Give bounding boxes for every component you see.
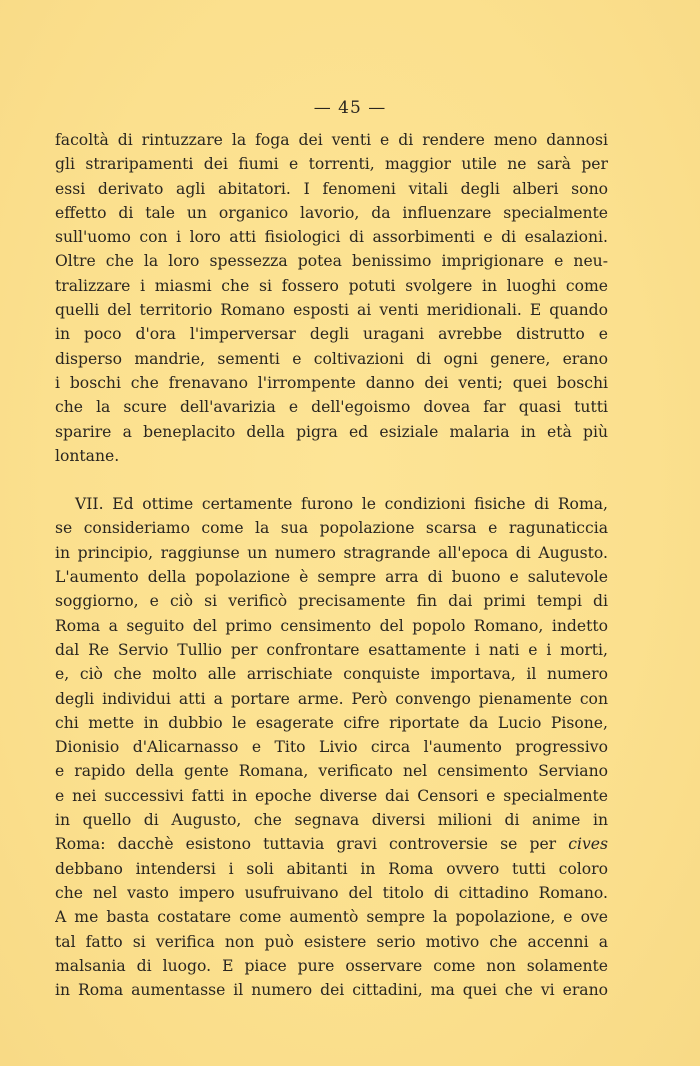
text-line-with-italic [55,832,608,856]
italic-word: cives [568,835,608,854]
text-line: L'aumento della popolazione è sempre arra di buono e salutevole [55,568,608,587]
text-line: gli straripamenti dei fiumi e torrenti, maggior utile ne sarà per [55,155,608,174]
paragraph-1 [55,128,608,468]
text-line: A me basta costatare come aumentò sempre la popolazione, e ove [55,908,608,927]
text-line: in quello di Augusto, che segnava diversi milioni di anime in [55,811,608,830]
text-line: tal fatto si verifica non può esistere serio motivo che accenni a [55,932,608,951]
text-line: lontane. [55,446,120,465]
text-line: sparire a beneplacito della pigra ed esiziale malaria in età più [55,422,608,441]
text-line: sull'uomo con i loro atti fisiologici di assorbimenti e di esalazioni. [55,228,608,247]
text-line: che nel vasto impero usufruivano del titolo di cittadino Romano. [55,883,608,902]
text-segment: Roma: dacchè esistono tuttavia gravi controversie se per [55,835,569,854]
text-line: Oltre che la loro spessezza potea benissimo imprigionare e neu- [55,252,608,271]
text-line: e, ciò che molto alle arrischiate conquiste importava, il numero [55,665,608,684]
page-number: — 45 — [313,98,387,118]
text-line: disperso mandrie, sementi e coltivazioni di ogni genere, erano [55,349,608,368]
text-line: dal Re Servio Tullio per confrontare esattamente i nati e i morti, [55,640,608,659]
text-line: in poco d'ora l'imperversar degli uragani avrebbe distrutto e [55,325,608,344]
text-line: degli individui atti a portare arme. Però convengo pienamente con [55,689,608,708]
text-line: debbano intendersi i soli abitanti in Roma ovvero tutti coloro [55,859,608,878]
text-line: VII. Ed ottime certamente furono le condizioni fisiche di Roma, [75,495,608,514]
text-line: facoltà di rintuzzare la foga dei venti e di rendere meno dannosi [55,131,608,149]
text-line: i boschi che frenavano l'irrompente danno dei venti; quei boschi [55,373,608,392]
text-line: soggiorno, e ciò si verificò precisamente fin dai primi tempi di [55,592,608,611]
text-line: in Roma aumentasse il numero dei cittadini, ma quei che vi erano [55,981,608,1000]
text-line: Roma a seguito del primo censimento del popolo Romano, indetto [55,616,608,635]
text-line: che la scure dell'avarizia e dell'egoismo dovea far quasi tutti [55,398,608,417]
paragraph-gap [55,468,608,492]
text-line: e rapido della gente Romana, verificato nel censimento Serviano [55,762,608,781]
paragraph-2 [55,492,608,1002]
text-line: chi mette in dubbio le esagerate cifre riportate da Lucio Pisone, [55,713,608,732]
text-line: in principio, raggiunse un numero stragrande all'epoca di Augusto. [55,543,608,562]
text-line: e nei successivi fatti in epoche diverse dai Censori e specialmente [55,786,608,805]
text-line: effetto di tale un organico lavorio, da influenzare specialmente [55,203,608,222]
text-line: se consideriamo come la sua popolazione scarsa e ragunaticcia [55,519,608,538]
text-line: malsania di luogo. E piace pure osservare come non solamente [55,956,608,975]
text-line: Dionisio d'Alicarnasso e Tito Livio circa l'aumento progressivo [55,738,608,757]
text-line: quelli del territorio Romano esposti ai venti meridionali. E quando [55,301,608,320]
text-line: tralizzare i miasmi che si fossero potuti svolgere in luoghi come [55,276,608,295]
body-text [55,128,608,1002]
text-line: essi derivato agli abitatori. I fenomeni vitali degli alberi sono [55,179,608,198]
